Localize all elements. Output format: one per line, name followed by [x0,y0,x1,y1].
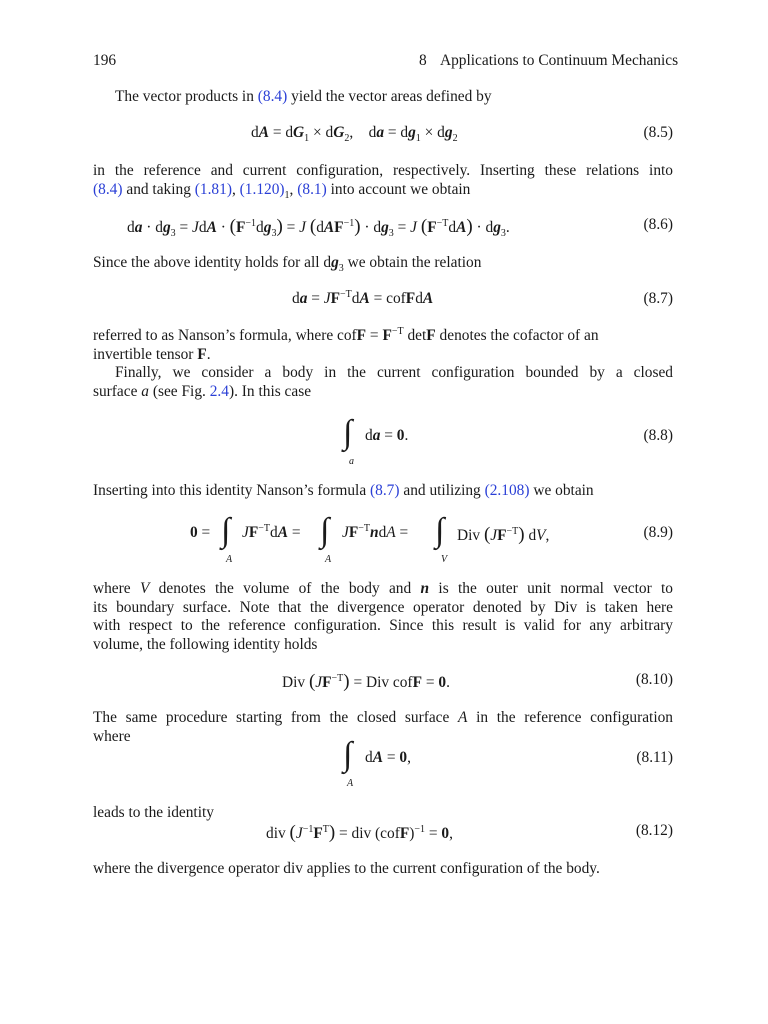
equation-number: (8.5) [643,124,673,141]
chapter-title: Applications to Continuum Mechanics [440,52,679,69]
ref-1-120[interactable]: (1.120) [239,180,285,198]
ref-fig-2-4[interactable]: 2.4 [209,382,229,400]
equation-number: (8.10) [635,671,673,688]
ref-8-4[interactable]: (8.4) [257,88,288,105]
paragraph-10: where the divergence operator div applies to the current configuration of the body. [93,860,600,877]
equation-8-9: 0 = ∫ A $JF^{-T}dA$ = ∫ A $JF^{-T}ndA$ = ∫ V Div $(JF^{-T})$ dV, (8.9) [190,512,673,565]
integral-sign: ∫ [221,512,231,549]
paragraph-3: Since the above identity holds for all $dg_3$ we obtain the relation [93,254,482,275]
ref-1-81[interactable]: (1.81) [194,180,232,198]
equation-8-11: ∫ A dA = 0, (8.11) [343,736,673,789]
integral-sign: ∫ [435,512,445,549]
equation-number: (8.6) [643,216,673,233]
ref-2-108[interactable]: (2.108) [484,482,530,499]
equation-8-6: da · $dg_3$ = JdA · $(F^{-1}dg_3) = J$ $(dAF^{-1}) \cdot dg_3 = J$ $(F^{-T}dA) \cdot dg_3$. (8.6) [127,216,673,240]
integral-sign: ∫ [343,414,353,451]
paragraph-4: referred to as Nanson’s formula, where cofF = $F^{-T}$ detF denotes the cofactor of an invertible tensor F. [93,325,599,363]
equation-8-7: da = $JF^{-T}dA$ = cofFdA (8.7) [292,288,673,307]
paragraph-6: Inserting into this identity Nanson’s formula (8.7) and utilizing (2.108) we obtain [93,482,594,499]
equation-8-5: dA = $dG_1 \times dG_2$, da = $dg_1 \times dg_2$ (8.5) [251,124,673,145]
equation-8-12: div $(J^{-1}F^T)$ = div (cofF)$^{-1}$ = 0, (8.12) [266,822,673,843]
ref-8-7[interactable]: (8.7) [370,482,400,499]
equation-8-8: ∫ a da = 0. (8.8) [343,414,673,467]
page-number: 196 [93,52,117,69]
ref-8-4[interactable]: (8.4) [93,180,123,198]
integral-sign: ∫ [320,512,330,549]
equation-number: (8.11) [636,749,673,766]
integral-sign: ∫ [343,736,353,773]
equation-number: (8.8) [643,427,673,444]
equation-number: (8.12) [635,822,673,839]
chapter-number: 8 [419,52,427,69]
paragraph-7: where V denotes the volume of the body and n is the outer unit normal vector to its boundary surface. Note that the divergence operator denoted by Div is taken here with respect to the reference configuration. Since this result is valid for any arbitrary volume, the following identity holds [93,580,673,653]
equation-number: (8.9) [643,524,673,541]
paragraph-9: leads to the identity [93,804,214,821]
paragraph-5: Finally, we consider a body in the current configuration bounded by a closed surface a (see Fig. 2.4). In this case [93,364,673,400]
paragraph-1: The vector products in (8.4) yield the vector areas defined by [115,88,492,105]
equation-8-10: Div $(JF^{-T})$ = Div cofF = 0. (8.10) [282,671,673,692]
paragraph-8: The same procedure starting from the closed surface A in the reference configuration where [93,709,673,745]
paragraph-2: in the reference and current configuration, respectively. Inserting these relations into (8.4) and taking (1.81), $(1.120)_1$, (8.1) into account we obtain [93,162,673,201]
ref-8-1[interactable]: (8.1) [297,180,327,198]
equation-number: (8.7) [643,290,673,307]
